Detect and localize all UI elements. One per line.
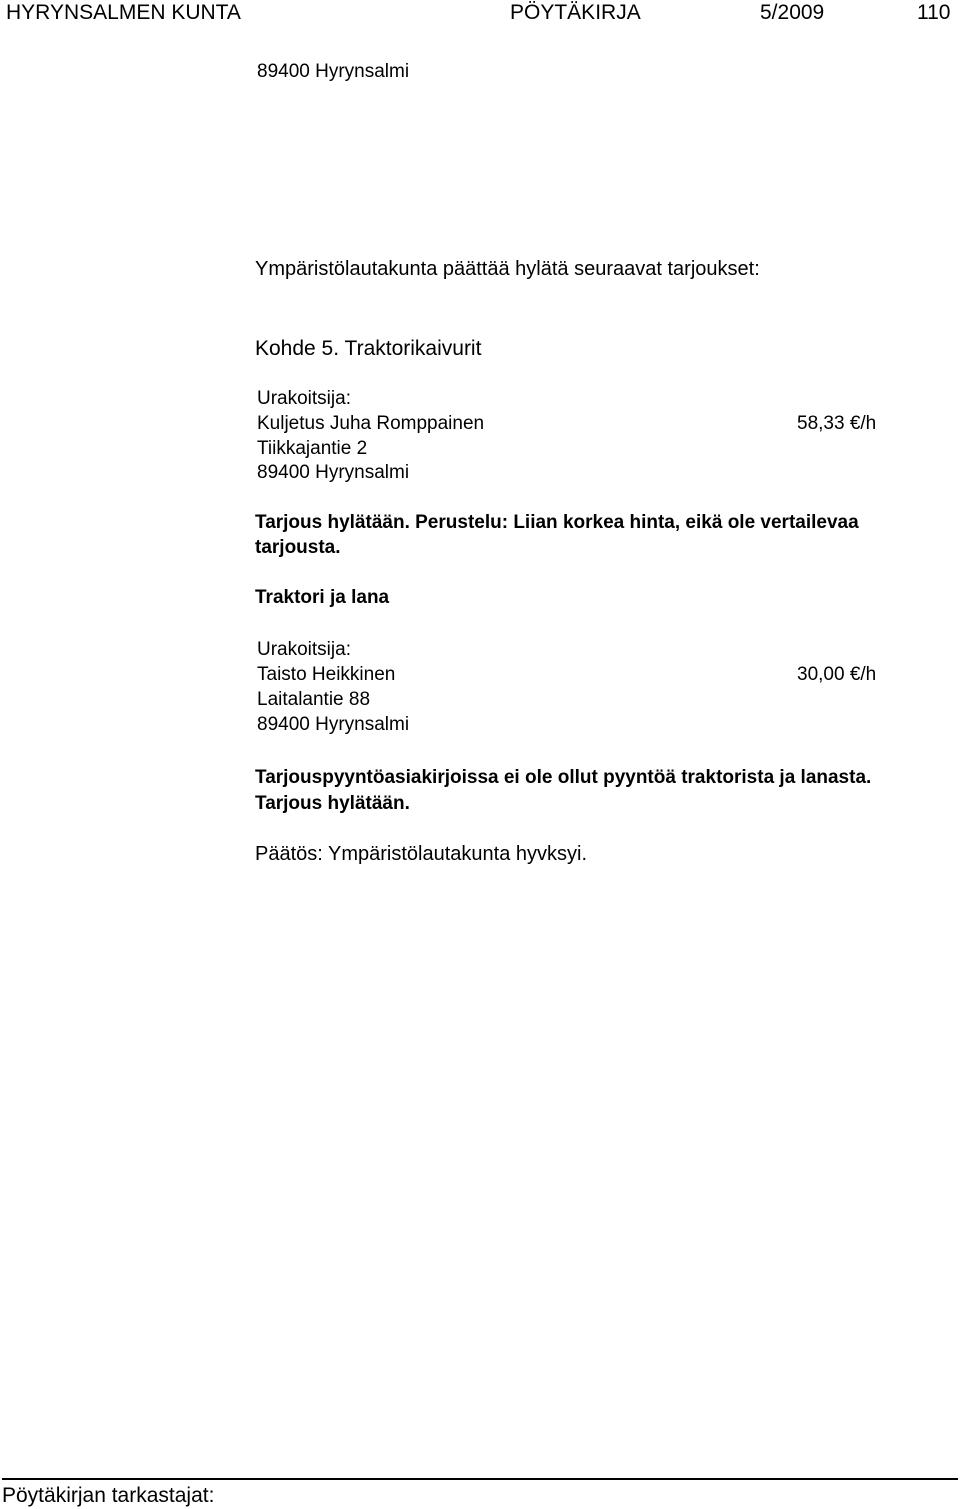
price: 30,00 €/h (797, 664, 877, 685)
contractor-street: Tiikkajantie 2 (257, 438, 368, 459)
intro-text: Ympäristölautakunta päättää hylätä seuraavat tarjoukset: (255, 258, 760, 280)
decision-text-line1: Tarjouspyyntöasiakirjoissa ei ole ollut pyyntöä traktorista ja lanasta. (255, 767, 872, 788)
document-type: PÖYTÄKIRJA (510, 1, 641, 24)
final-decision: Päätös: Ympäristölautakunta hyvksyi. (255, 843, 588, 865)
contractor-postal: 89400 Hyrynsalmi (257, 714, 410, 735)
contractor-name: Kuljetus Juha Romppainen (257, 413, 485, 434)
contractor-street: Laitalantie 88 (257, 689, 371, 710)
footer-divider (2, 1478, 958, 1480)
item-title: Traktori ja lana (255, 587, 390, 608)
municipality-name: HYRYNSALMEN KUNTA (6, 1, 241, 24)
issue-number: 5/2009 (760, 1, 825, 24)
contractor-postal: 89400 Hyrynsalmi (257, 462, 410, 483)
price: 58,33 €/h (797, 413, 877, 434)
item-title: Kohde 5. Traktorikaivurit (255, 337, 482, 360)
decision-text-line2: Tarjous hylätään. (255, 793, 410, 814)
contractor-name: Taisto Heikkinen (257, 664, 396, 685)
contractor-label: Urakoitsija: (257, 388, 351, 409)
contractor-label: Urakoitsija: (257, 639, 351, 660)
reviewers-label: Pöytäkirjan tarkastajat: (2, 1484, 215, 1507)
top-address: 89400 Hyrynsalmi (257, 61, 410, 82)
page-number: 110 (917, 1, 951, 24)
decision-text-line1: Tarjous hylätään. Perustelu: Liian korkea hinta, eikä ole vertailevaa (255, 512, 859, 533)
decision-text-line2: tarjousta. (255, 537, 341, 558)
